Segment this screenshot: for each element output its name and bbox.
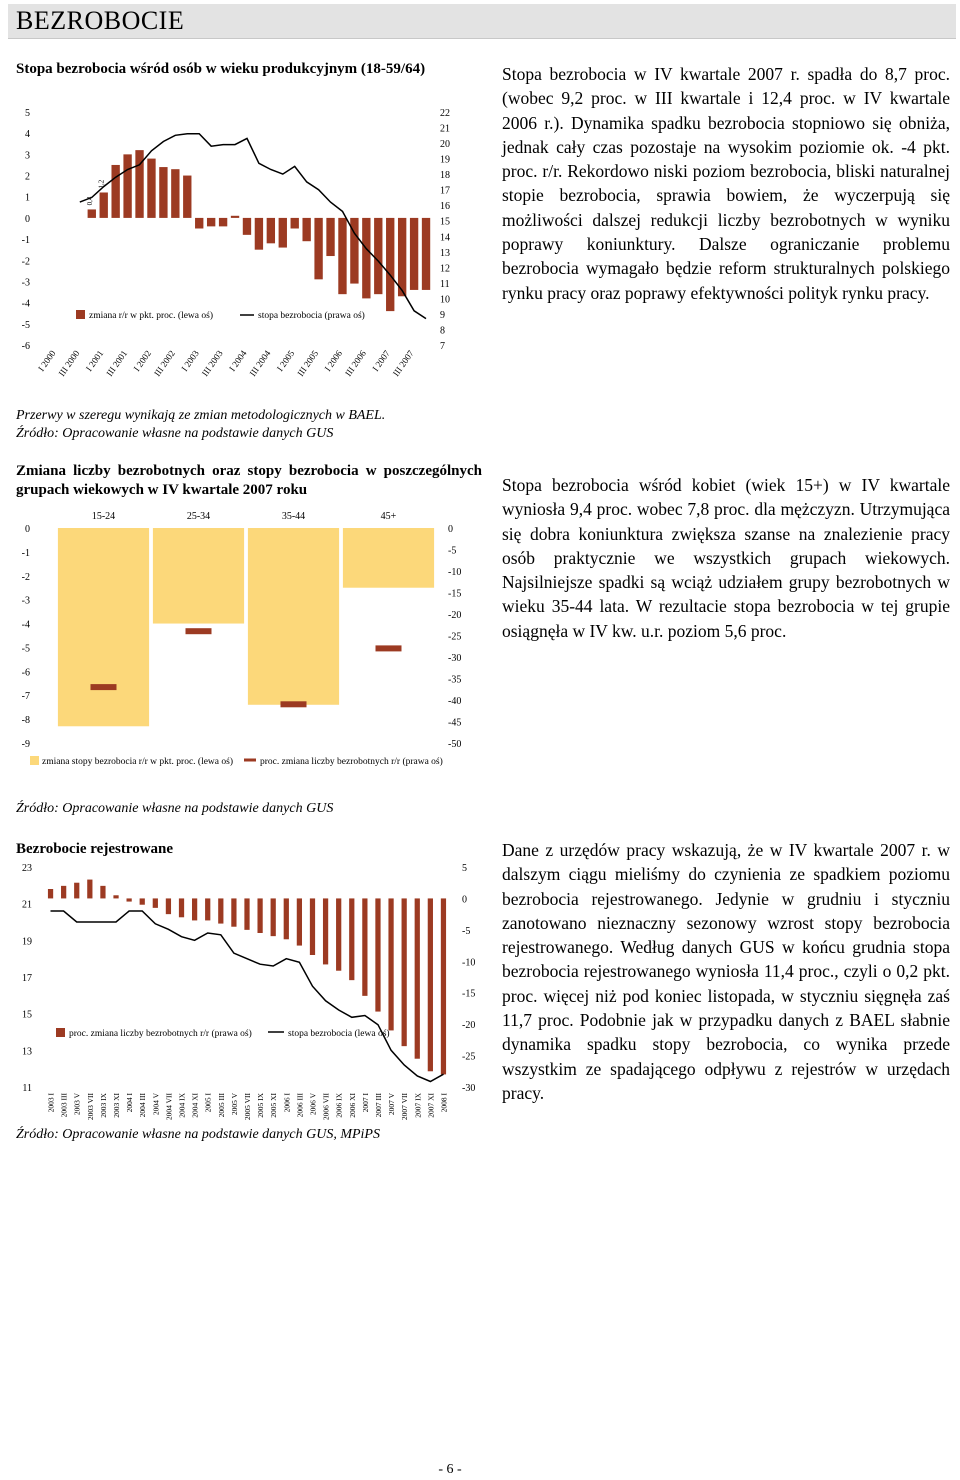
bar [207, 218, 215, 226]
x-tick-label: 2003 V [72, 1093, 82, 1116]
x-tick-label: 2006 III [295, 1093, 305, 1118]
x-tick-label: I 2000 [36, 348, 58, 374]
age-groups-chart [0, 500, 490, 775]
bar [279, 218, 287, 248]
right-tick-label: 13 [440, 247, 450, 259]
bar [153, 898, 158, 907]
x-tick-label: I 2004 [227, 348, 249, 374]
left-tick-label: -9 [21, 739, 30, 750]
left-tick-label: 0 [25, 524, 30, 535]
x-tick-label: 2005 V [229, 1093, 239, 1116]
right-tick-label: 21 [440, 123, 450, 135]
bar [179, 898, 184, 917]
chart1-title: Stopa bezrobocia wśród osób w wieku produkcyjnym (18-59/64) [16, 61, 426, 77]
x-tick-label: 2007 XI [426, 1093, 436, 1118]
bar [415, 898, 420, 1058]
category-label: 25-34 [186, 511, 211, 522]
left-tick-label: -7 [21, 691, 30, 703]
left-tick-label: -8 [21, 715, 30, 727]
right-tick-label: 19 [440, 154, 450, 166]
right-tick-label: 20 [440, 139, 450, 151]
x-tick-label: I 2007 [370, 348, 392, 374]
left-tick-label: -6 [21, 667, 30, 679]
chart2-title: Zmiana liczby bezrobotnych oraz stopy bezrobocia w poszczególnych grupach wiekowych w IV kwartale 2007 roku [16, 463, 482, 498]
bar [349, 898, 354, 980]
right-tick-label: 18 [440, 170, 450, 182]
x-tick-label: 2003 VII [85, 1093, 95, 1121]
left-tick-label: 15 [22, 1009, 32, 1021]
x-tick-label: 2004 IX [177, 1093, 187, 1118]
chart1-note: Przerwy w szeregu wynikają ze zmian metodologicznych w BAEL. [16, 408, 386, 423]
right-tick-label: 12 [440, 263, 450, 275]
x-tick-label: 2007 V [387, 1093, 397, 1116]
x-tick-label: 2005 III [216, 1093, 226, 1118]
x-tick-label: 2003 III [59, 1093, 69, 1118]
x-tick-label: 2005 VII [243, 1093, 252, 1121]
bar [362, 218, 370, 298]
category-label: 35-44 [281, 511, 306, 522]
bar [100, 192, 108, 217]
unemployment-rate-chart [0, 100, 480, 400]
data-label: 0,4 [85, 196, 94, 206]
bar [422, 218, 430, 290]
right-tick-label: -5 [448, 545, 457, 557]
chart2-source: Źródło: Opracowanie własne na podstawie danych GUS [16, 801, 334, 816]
x-tick-label: 2007 IX [413, 1093, 423, 1118]
x-tick-label: 2005 I [203, 1093, 213, 1113]
left-tick-label: 23 [22, 863, 32, 874]
bar [153, 528, 244, 624]
x-tick-label: I 2002 [131, 348, 154, 374]
legend-swatch [56, 1028, 65, 1037]
marker [376, 645, 402, 651]
bar [326, 218, 334, 256]
left-tick-label: 4 [25, 129, 30, 141]
bar [362, 898, 367, 995]
right-tick-label: 16 [440, 201, 450, 213]
x-tick-label: III 2006 [343, 348, 368, 379]
right-tick-label: -25 [448, 631, 462, 643]
x-tick-label: III 2002 [152, 348, 177, 379]
x-tick-label: 2006 V [308, 1093, 318, 1116]
marker [281, 701, 307, 707]
bar [195, 218, 203, 229]
bar [271, 898, 276, 936]
left-tick-label: 3 [25, 150, 30, 162]
bar [171, 169, 179, 218]
right-tick-label: -20 [448, 610, 462, 621]
left-tick-label: -5 [21, 643, 30, 655]
section2-paragraph: Stopa bezrobocia wśród kobiet (wiek 15+) w IV kwartale wyniosła 9,4 proc. wobec 7,8 proc. dla mężczyzn. Utrzymująca się dobra koniunktura zwiększa szanse na znalezienie pracy osób praktycznie we wszystkich grupach wiekowych. Najsilniejsze spadki są wciąż udziałem grupy bezrobotnych w wieku 35-44 lata. W rezultacie stopa bezrobocia w tej grupie osiągnęła w IV kw. u.r. poziom 5,6 proc. [502, 475, 950, 641]
x-tick-label: I 2001 [83, 348, 106, 374]
bar [255, 218, 263, 250]
chart3-source: Źródło: Opracowanie własne na podstawie danych GUS, MPiPS [16, 1127, 380, 1142]
bar [402, 898, 407, 1046]
bar [100, 886, 105, 899]
category-label: 15-24 [91, 511, 116, 522]
bar [374, 218, 382, 294]
bar [231, 898, 236, 926]
right-tick-label: -25 [462, 1051, 476, 1063]
left-tick-label: 21 [22, 899, 32, 911]
left-tick-label: -6 [21, 341, 30, 352]
x-tick-label: 2003 XI [112, 1093, 122, 1118]
bar [183, 176, 191, 218]
page-title: BEZROBOCIE [16, 6, 185, 35]
legend-label: stopa bezrobocia (lewa oś) [288, 1029, 390, 1039]
left-tick-label: -4 [21, 619, 30, 631]
bar [267, 218, 275, 243]
right-tick-label: 17 [440, 185, 450, 197]
left-tick-label: 17 [22, 973, 32, 984]
bar [159, 167, 167, 218]
bar [336, 898, 341, 970]
x-tick-label: 2006 XI [347, 1093, 357, 1118]
right-tick-label: 5 [462, 863, 467, 874]
left-tick-label: 2 [25, 171, 30, 183]
x-tick-label: 2008 I [439, 1093, 449, 1113]
x-tick-label: III 2000 [56, 348, 82, 379]
left-tick-label: 13 [22, 1046, 32, 1058]
bar [147, 159, 155, 218]
bar [284, 898, 289, 939]
x-tick-label: 2004 VII [164, 1093, 174, 1121]
x-tick-label: 2006 VII [321, 1093, 331, 1121]
right-tick-label: 0 [448, 524, 453, 535]
bar [441, 898, 446, 1074]
bar [61, 886, 66, 899]
bar [166, 898, 171, 914]
x-tick-label: III 2007 [390, 348, 416, 379]
left-tick-label: 19 [22, 936, 32, 948]
bar [386, 218, 394, 311]
bar [218, 898, 223, 923]
category-label: 45+ [380, 511, 397, 522]
bar [248, 528, 339, 705]
bar [297, 898, 302, 945]
bar [244, 898, 249, 929]
bar [388, 898, 393, 1030]
left-tick-label: 0 [25, 213, 30, 225]
left-tick-label: -5 [21, 319, 30, 331]
bar [205, 898, 210, 920]
legend-swatch [30, 756, 39, 765]
bar [291, 218, 299, 229]
x-tick-label: 2004 I [125, 1093, 135, 1113]
bar [375, 898, 380, 1011]
right-tick-label: -40 [448, 696, 462, 707]
right-tick-label: 0 [462, 894, 467, 906]
right-tick-label: -30 [462, 1083, 476, 1094]
x-tick-label: 2005 XI [269, 1093, 279, 1118]
right-tick-label: -45 [448, 717, 462, 729]
right-tick-label: -35 [448, 674, 462, 686]
right-tick-label: 11 [440, 278, 450, 290]
right-tick-label: 8 [440, 325, 445, 337]
data-label: 1,2 [97, 179, 106, 189]
x-tick-label: 2007 I [360, 1093, 370, 1113]
left-tick-label: -1 [21, 547, 30, 559]
page-number: - 6 - [438, 1462, 462, 1477]
bar [74, 883, 79, 899]
bar [398, 218, 406, 296]
bar [257, 898, 262, 933]
series-line [51, 911, 444, 1082]
registered-unemployment-chart [0, 855, 490, 1125]
x-tick-label: I 2003 [179, 348, 201, 374]
bar [48, 889, 53, 898]
x-tick-label: 2003 I [46, 1093, 56, 1113]
right-tick-label: 7 [440, 341, 445, 352]
legend-label: proc. zmiana liczby bezrobotnych r/r (prawa oś) [69, 1029, 252, 1039]
left-tick-label: -3 [21, 595, 30, 607]
x-tick-label: III 2004 [247, 348, 273, 379]
bar [113, 895, 118, 898]
right-tick-label: 14 [440, 232, 450, 244]
right-tick-label: -15 [462, 988, 476, 1000]
right-tick-label: -30 [448, 653, 462, 664]
section3-paragraph: Dane z urzędów pracy wskazują, że w IV kwartale 2007 r. w dalszym ciągu mieliśmy do czynienia ze spadkiem poziomu bezrobocia rejestrowanego. Jedynie w grudniu i styczniu zanotowano nieznaczny sezonowy wzrost stopy bezrobocia rejestrowanego. Według danych GUS w końcu grudnia stopa bezrobocia rejestrowanego wyniosła 11,4 proc., czyli o 0,2 pkt. proc. więcej niż pod koniec listopada, w styczniu sięgnęła zaś 11,7 proc. Podobnie jak w przypadku danych z BAEL słabnie dynamika spadku stopy bezrobocia, co wynika przede wszystkim ze spadającego odpływu z rejestrów w urzędach pracy. [502, 840, 950, 1103]
x-tick-label: III 2005 [295, 348, 321, 379]
right-tick-label: -10 [462, 957, 476, 969]
bar [111, 165, 119, 218]
left-tick-label: -2 [21, 571, 30, 583]
bar [127, 898, 132, 901]
right-tick-label: -15 [448, 588, 462, 600]
legend-label: zmiana r/r w pkt. proc. (lewa oś) [89, 311, 213, 321]
bar [310, 898, 315, 955]
legend-label: zmiana stopy bezrobocia r/r w pkt. proc. (lewa oś) [42, 757, 233, 767]
left-tick-label: -4 [21, 298, 30, 310]
left-tick-label: 5 [25, 108, 30, 119]
right-tick-label: -10 [448, 567, 462, 578]
x-tick-label: I 2005 [274, 348, 297, 374]
chart3-title: Bezrobocie rejestrowane [16, 841, 174, 857]
section1-paragraph: Stopa bezrobocia w IV kwartale 2007 r. spadła do 8,7 proc. (wobec 9,2 proc. w III kwartale i 12,4 proc. w IV kwartale 2006 r.). Dynamika spadku bezrobocia stopniowo się obniża, jednak cały czas pozostaje na wysokim poziomie ok. -4 pkt. proc. r/r. Rekordowo niski poziom bezrobocia, bliski naturalnej stopie bezrobocia, sprawia bowiem, że wyczerpują się możliwości dalszej redukcji liczby bezrobotnych w wyniku poprawy koniunktury. Dalsze ograniczanie problemu bezrobocia wymagało będzie reform strukturalnych polskiego rynku pracy oraz poprawy efektywności polityk rynku pracy. [502, 64, 950, 303]
right-tick-label: 10 [440, 294, 450, 306]
bar [243, 218, 251, 235]
marker [186, 628, 212, 634]
x-tick-label: III 2003 [199, 348, 225, 379]
bar [302, 218, 310, 241]
left-tick-label: 11 [22, 1083, 32, 1094]
chart1-source: Źródło: Opracowanie własne na podstawie danych GUS [16, 426, 334, 441]
right-tick-label: 22 [440, 108, 450, 119]
bar [428, 898, 433, 1071]
legend-label: proc. zmiana liczby bezrobotnych r/r (prawa oś) [260, 757, 443, 767]
x-tick-label: 2007 VII [400, 1093, 410, 1121]
x-tick-label: 2005 IX [256, 1093, 266, 1118]
bar [338, 218, 346, 294]
left-tick-label: -1 [21, 235, 30, 247]
x-tick-label: 2007 III [373, 1093, 383, 1118]
x-tick-label: 2004 V [151, 1093, 161, 1116]
bar [314, 218, 322, 279]
page-header [8, 4, 956, 39]
bar [192, 898, 197, 920]
bar [88, 209, 96, 217]
left-tick-label: -3 [21, 277, 30, 289]
x-tick-label: 2006 I [282, 1093, 292, 1113]
right-tick-label: -20 [462, 1020, 476, 1032]
x-tick-label: 2003 IX [98, 1093, 108, 1118]
bar [140, 898, 145, 904]
x-tick-label: III 2001 [104, 348, 130, 379]
bar [219, 218, 227, 226]
legend-swatch [76, 310, 85, 319]
bar [123, 154, 131, 218]
right-tick-label: -5 [462, 925, 471, 937]
x-tick-label: 2006 IX [334, 1093, 344, 1118]
x-tick-label: I 2006 [322, 348, 345, 374]
bar [343, 528, 434, 588]
left-tick-label: -2 [21, 256, 30, 268]
right-tick-label: -50 [448, 739, 462, 750]
x-tick-label: 2004 III [138, 1093, 148, 1118]
right-tick-label: 9 [440, 309, 445, 321]
bar [58, 528, 149, 726]
bar [323, 898, 328, 964]
bar [410, 218, 418, 290]
left-tick-label: 1 [25, 192, 30, 204]
marker [91, 684, 117, 690]
x-tick-label: 2004 XI [190, 1093, 200, 1118]
legend-label: stopa bezrobocia (prawa oś) [258, 311, 365, 321]
right-tick-label: 15 [440, 216, 450, 228]
bar [87, 880, 92, 899]
bar [231, 216, 239, 218]
